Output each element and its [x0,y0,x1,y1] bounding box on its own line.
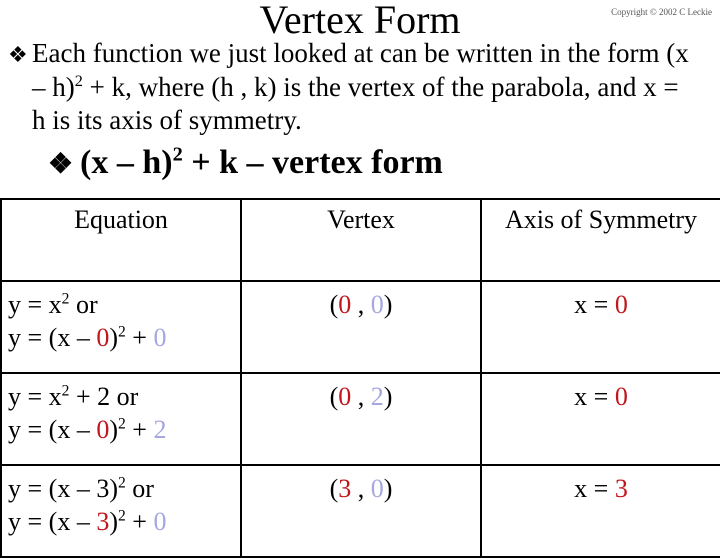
header-vertex: Vertex [241,199,481,281]
equation-cell: $y = x^2$ or y = (x – 0)$^2$ + 0 [1,281,241,373]
header-equation: Equation [1,199,241,281]
axis-cell: x = 0 [481,373,720,465]
equation-cell: $y = x^2 + 2$ or y = (x – 0)$^2$ + 2 [1,373,241,465]
vertex-cell: (0 , 2) [241,373,481,465]
equation-cell: y = (x – 3)$^2$ or y = (x – 3)$^2$ + 0 [1,465,241,557]
bullet-line-3: h is its axis of symmetry. [32,105,302,135]
vertex-table [0,198,720,558]
bullet-line-1: ❖ Each function we just looked at can be written in the form (x [8,37,716,71]
bullet-paragraph [8,37,716,137]
slide-title: Vertex Form [259,0,461,42]
diamond-bullet-icon: ❖ [48,149,74,180]
vertex-form-heading: ❖ (x – h)$^2$ + k – vertex form [48,143,443,181]
copyright-notice: Copyright © 2002 C Leckie [611,7,712,17]
diamond-bullet-icon: ❖ [8,42,28,67]
vertex-cell: (3 , 0) [241,465,481,557]
table-row [1,465,720,557]
header-axis: Axis of Symmetry [481,199,720,281]
table-row [1,373,720,465]
vertex-cell: (0 , 0) [241,281,481,373]
table-header-row [1,199,720,281]
axis-cell: x = 0 [481,281,720,373]
axis-cell: x = 3 [481,465,720,557]
table-row [1,281,720,373]
bullet-line-2: – h)$^2$ + k, where (h , k) is the vertex of the parabola, and x = [32,72,679,102]
